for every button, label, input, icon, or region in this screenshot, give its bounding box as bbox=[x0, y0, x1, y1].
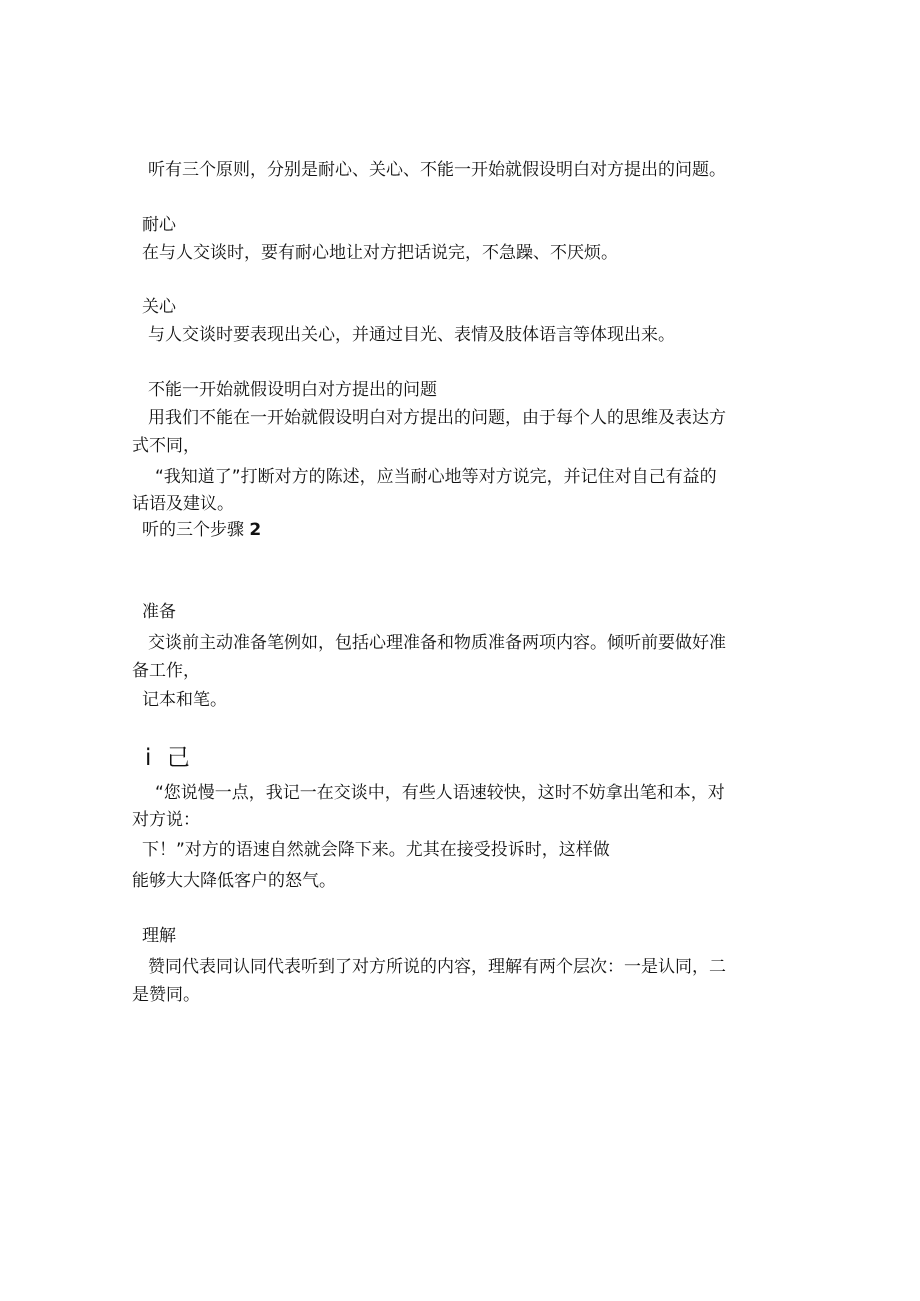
record-line-3: 下！”对方的语速自然就会降下来。尤其在接受投诉时，这样做 bbox=[142, 840, 610, 860]
patience-body: 在与人交谈时，要有耐心地让对方把话说完，不急躁、不厌烦。 bbox=[142, 243, 618, 263]
no-assume-line-4: 话语及建议。 bbox=[132, 494, 234, 514]
no-assume-line-2: 式不同， bbox=[132, 436, 200, 456]
patience-heading: 耐心 bbox=[142, 215, 176, 235]
care-body: 与人交谈时要表现出关心，并通过目光、表情及肢体语言等体现出来。 bbox=[148, 325, 675, 345]
no-assume-heading: 不能一开始就假设明白对方提出的问题 bbox=[148, 380, 437, 400]
record-line-2: 对方说： bbox=[132, 810, 200, 830]
prepare-line-2: 备工作， bbox=[132, 661, 200, 681]
no-assume-line-3: “我知道了”打断对方的陈述，应当耐心地等对方说完，并记住对自己有益的 bbox=[155, 467, 717, 487]
understand-line-1: 赞同代表同认同代表听到了对方所说的内容，理解有两个层次：一是认同，二 bbox=[148, 957, 726, 977]
steps-title-text: 听的三个步骤 bbox=[142, 520, 244, 540]
intro-paragraph: 听有三个原则，分别是耐心、关心、不能一开始就假设明白对方提出的问题。 bbox=[148, 160, 726, 180]
prepare-heading: 准备 bbox=[142, 602, 176, 622]
steps-number: 2 bbox=[249, 520, 262, 540]
understand-line-2: 是赞同。 bbox=[132, 985, 200, 1005]
prepare-line-1: 交谈前主动准备笔例如，包括心理准备和物质准备两项内容。倾听前要做好准 bbox=[148, 633, 726, 653]
understand-heading: 理解 bbox=[142, 926, 176, 946]
record-line-4: 能够大大降低客户的怒气。 bbox=[132, 871, 336, 891]
prepare-line-3: 记本和笔。 bbox=[142, 690, 227, 710]
record-line-1: “您说慢一点，我记一在交谈中，有些人语速较快，这时不妨拿出笔和本，对 bbox=[155, 783, 725, 803]
record-heading: i 己 bbox=[145, 745, 194, 771]
care-heading: 关心 bbox=[142, 297, 176, 317]
no-assume-line-1: 用我们不能在一开始就假设明白对方提出的问题，由于每个人的思维及表达方 bbox=[148, 408, 726, 428]
steps-title bbox=[142, 518, 261, 542]
